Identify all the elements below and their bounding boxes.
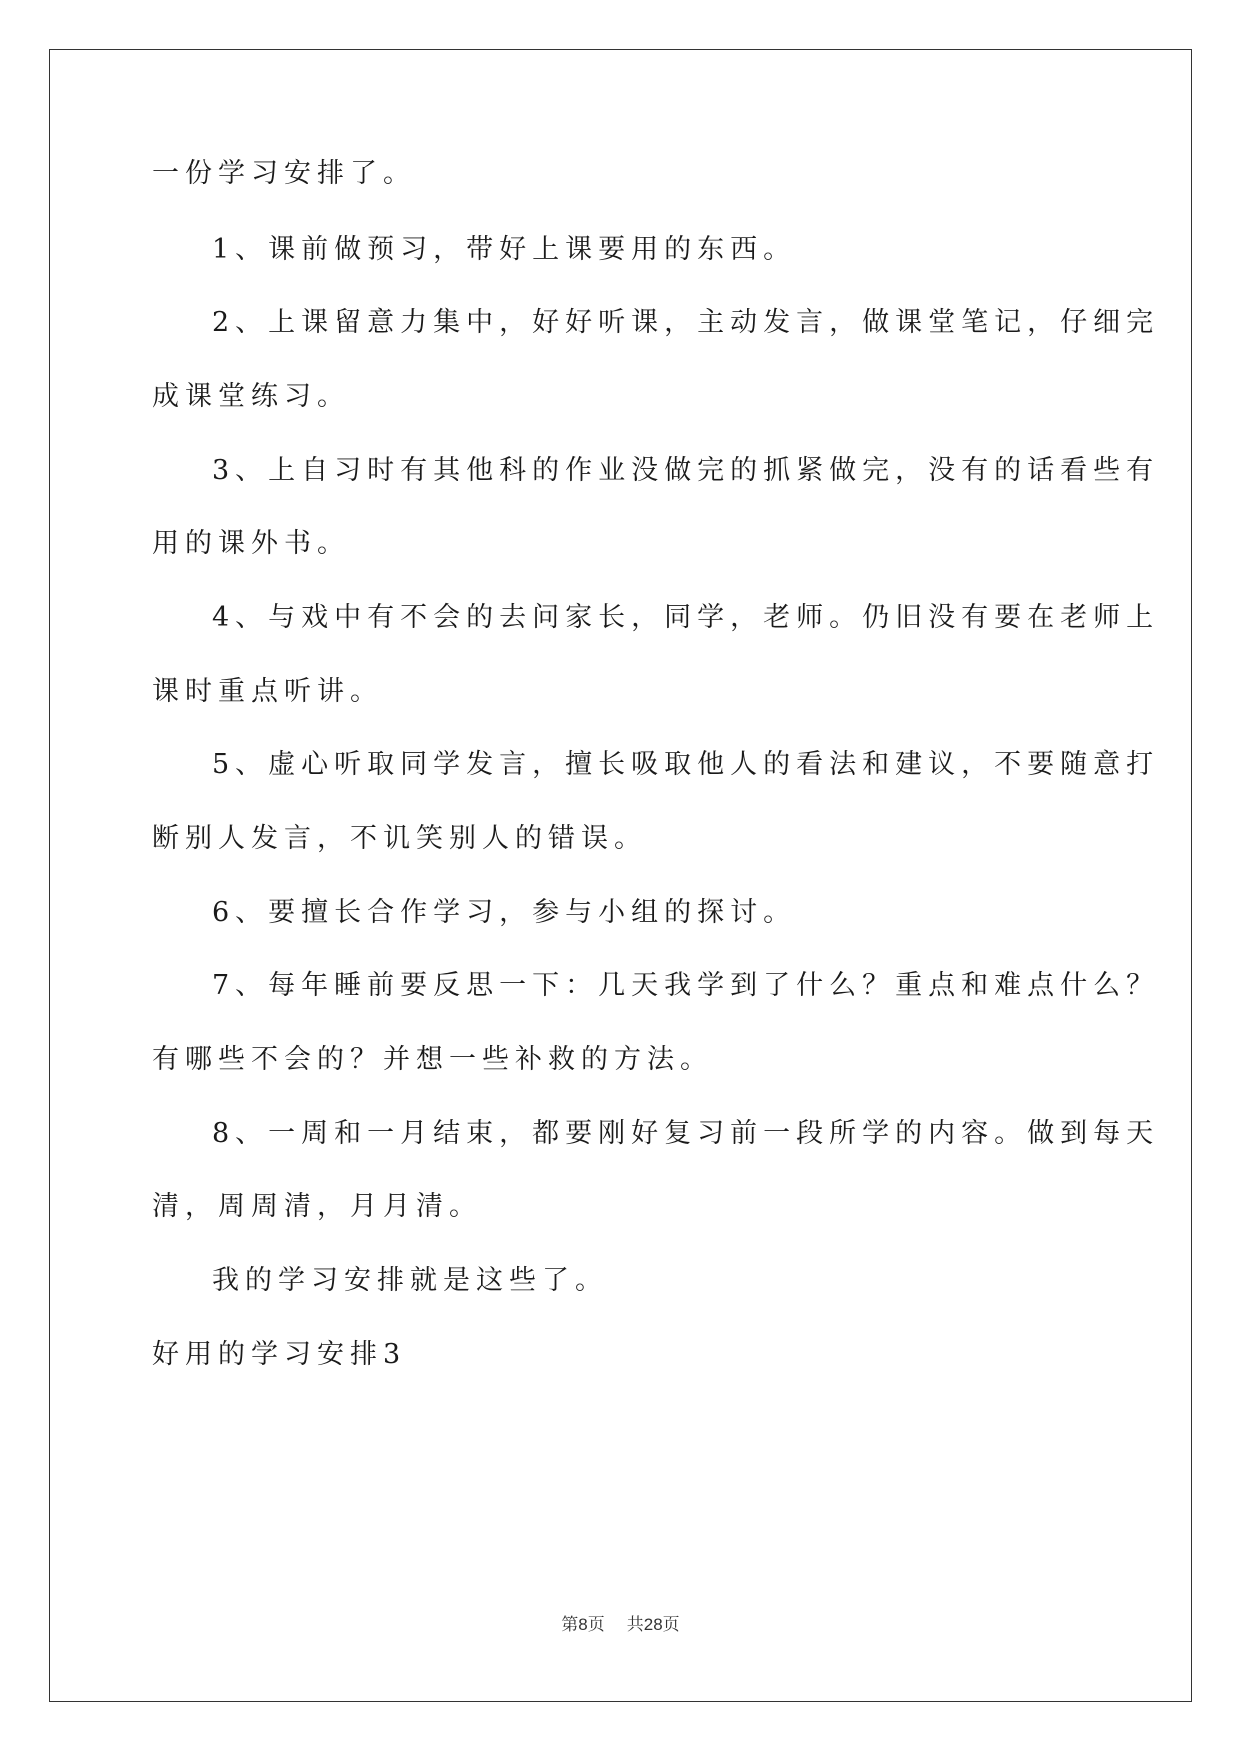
current-page: 第8页 [561, 1615, 605, 1634]
list-item-3: 3、上自习时有其他科的作业没做完的抓紧做完，没有的话看些有 [212, 455, 1160, 486]
list-item-5: 5、虚心听取同学发言，擅长吸取他人的看法和建议，不要随意打 [212, 749, 1160, 780]
page-number [0, 1610, 1241, 1635]
list-item-4: 4、与戏中有不会的去问家长，同学，老师。仍旧没有要在老师上 [212, 602, 1160, 633]
text-line: 一份学习安排了。 [152, 158, 416, 189]
list-item-2: 2、上课留意力集中，好好听课，主动发言，做课堂笔记，仔细完 [212, 307, 1160, 338]
text-line: 课时重点听讲。 [152, 676, 383, 707]
list-item-1: 1、课前做预习，带好上课要用的东西。 [212, 234, 797, 265]
list-item-8: 8、一周和一月结束，都要刚好复习前一段所学的内容。做到每天 [212, 1118, 1160, 1149]
total-pages: 共28页 [626, 1615, 680, 1634]
text-line: 用的课外书。 [152, 528, 350, 559]
section-heading: 好用的学习安排3 [152, 1339, 407, 1370]
text-line: 断别人发言，不讥笑别人的错误。 [152, 823, 647, 854]
list-item-6: 6、要擅长合作学习，参与小组的探讨。 [212, 897, 797, 928]
text-line: 成课堂练习。 [152, 381, 350, 412]
list-item-7: 7、每年睡前要反思一下：几天我学到了什么？重点和难点什么？ [212, 970, 1160, 1001]
page-border [49, 49, 1192, 1702]
text-line: 清，周周清，月月清。 [152, 1191, 482, 1222]
closing-sentence: 我的学习安排就是这些了。 [212, 1265, 608, 1296]
text-line: 有哪些不会的？并想一些补救的方法。 [152, 1044, 713, 1075]
